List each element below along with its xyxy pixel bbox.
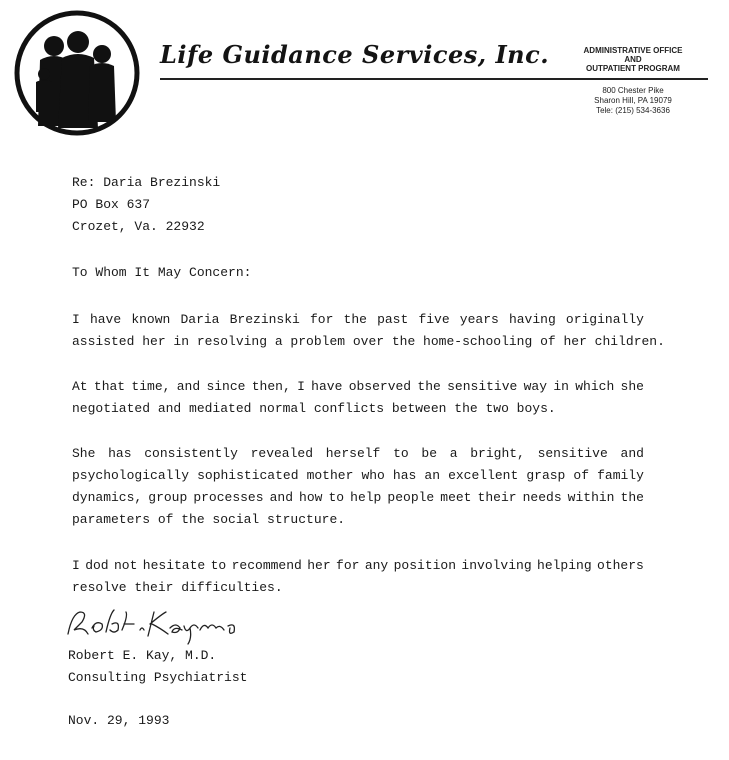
word: way [523,379,548,394]
paragraph-line: negotiated and mediated normal conflicts between the two boys. [72,401,556,416]
word: her [307,558,331,573]
word: I [297,379,305,394]
word: past [377,312,409,327]
recipient-block [72,172,220,238]
word: an [424,468,440,483]
word: which [575,379,615,394]
paragraph-line [72,376,644,398]
word: to [393,446,409,461]
word: sensitive [447,379,518,394]
word: she [620,379,644,394]
word: mother [306,468,354,483]
word: in [553,379,569,394]
word: observed [348,379,412,394]
recipient-line: Re: Daria Brezinski [72,175,221,190]
word: dod [85,558,109,573]
word: to [328,490,345,505]
word: any [364,558,389,573]
word: others [597,558,644,573]
word: a [449,446,458,461]
office-line: OUTPATIENT PROGRAM [586,64,680,73]
word: their [477,490,517,505]
word: I [72,558,80,573]
word: the [417,379,441,394]
word: years [459,312,499,327]
body-paragraph [72,555,644,599]
paragraph-line [72,487,644,509]
body-paragraph [72,443,644,531]
paragraph-line: parameters of the social structure. [72,512,346,527]
handwritten-signature [62,600,252,645]
recipient-line: PO Box 637 [72,197,151,212]
letterhead-divider [160,78,708,80]
paragraph-line [72,309,644,331]
word: hesitate [142,558,206,573]
word: that [93,379,126,394]
paragraph-line: assisted her in resolving a problem over the home-schooling of her children. [72,334,665,349]
recipient-line: Crozet, Va. 22932 [72,219,205,234]
paragraph-line [72,443,644,465]
word: having [508,312,556,327]
word: have [311,379,343,394]
word: has [392,468,417,483]
word: originally [565,312,644,327]
word: be [421,446,437,461]
paragraph-line [72,465,644,487]
word: herself [325,446,381,461]
word: needs [522,490,562,505]
address-line: Tele: (215) 534-3636 [596,106,670,115]
word: five [418,312,450,327]
date-text: Nov. 29, 1993 [68,713,170,728]
word: have [89,312,122,327]
paragraph-line: resolve their difficulties. [72,580,283,595]
office-label [568,46,698,73]
word: recommend [231,558,302,573]
office-line: ADMINISTRATIVE OFFICE [583,46,683,55]
salutation [72,262,251,284]
body-paragraph [72,309,665,353]
word: processes [193,490,264,505]
word: for [309,312,334,327]
word: Daria [180,312,220,327]
signer-title: Consulting Psychiatrist [68,670,248,685]
word: bright, [470,446,525,461]
word: I [72,312,80,327]
word: known [131,312,171,327]
word: helping [537,558,592,573]
word: psychologically [72,468,190,483]
word: for [336,558,360,573]
word: Brezinski [229,312,300,327]
word: of [573,468,590,483]
word: since [206,379,246,394]
word: and [620,446,644,461]
word: the [343,312,367,327]
word: time, [131,379,171,394]
word: who [361,468,385,483]
address-line: Sharon Hill, PA 19079 [594,96,672,105]
signoff-block [68,645,247,689]
body-paragraph [72,376,644,420]
word: has [108,446,132,461]
letter-date [68,710,169,732]
word: people [387,490,435,505]
company-name: Life Guidance Services, Inc. [160,40,550,69]
word: and [176,379,201,394]
word: to [210,558,227,573]
paragraph-line [72,555,644,577]
word: position [393,558,457,573]
word: At [72,379,88,394]
office-line: AND [624,55,642,64]
word: how [299,490,323,505]
word: revealed [250,446,314,461]
word: within [567,490,615,505]
word: not [114,558,138,573]
word: dynamics, [72,490,143,505]
address-line: 800 Chester Pike [602,86,664,95]
word: then, [251,379,291,394]
signer-name: Robert E. Kay, M.D. [68,648,217,663]
word: help [350,490,382,505]
office-address [568,86,698,116]
word: family [597,468,644,483]
word: and [269,490,293,505]
word: group [148,490,188,505]
word: the [620,490,644,505]
word: excellent [448,468,519,483]
word: sophisticated [197,468,299,483]
word: sensitive [537,446,608,461]
word: She [72,446,96,461]
word: involving [461,558,532,573]
family-silhouette-logo-icon [12,8,142,138]
word: grasp [526,468,566,483]
word: meet [440,490,472,505]
salutation-text: To Whom It May Concern: [72,265,252,280]
word: consistently [144,446,238,461]
